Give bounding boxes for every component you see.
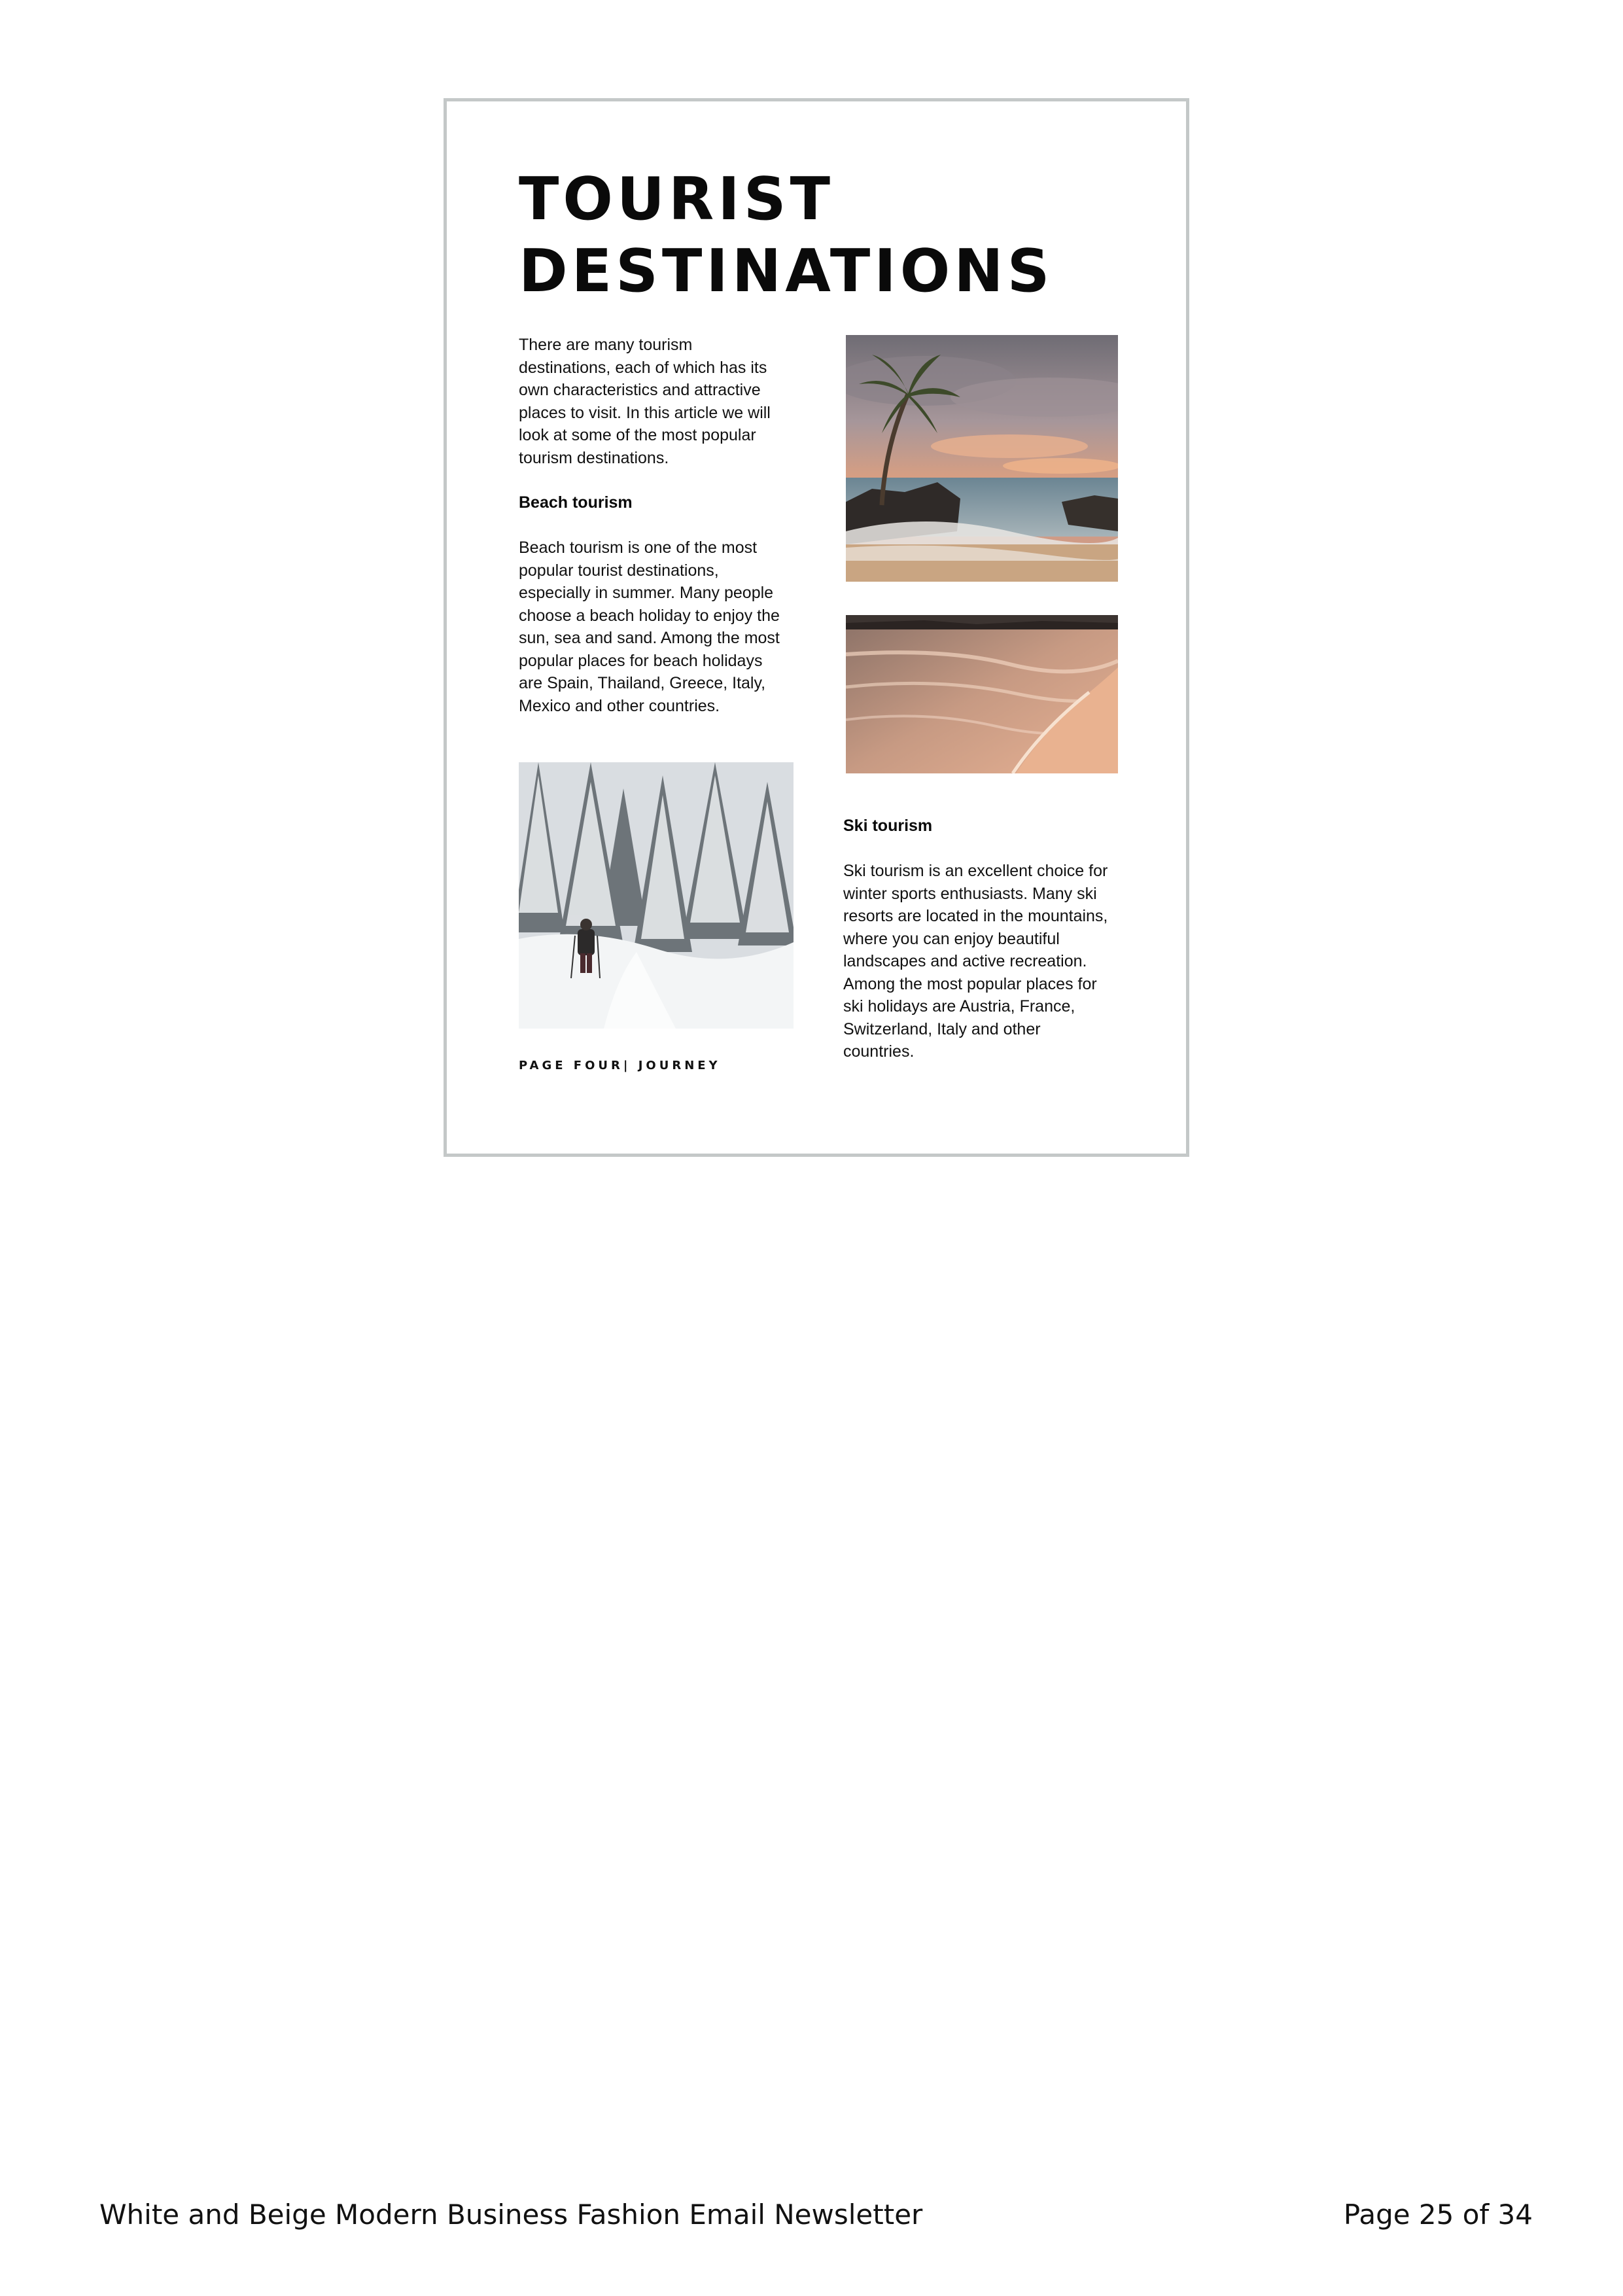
beach-line: popular places for beach holidays — [519, 651, 763, 670]
page-title — [519, 164, 1053, 308]
beach-line: choose a beach holiday to enjoy the — [519, 606, 780, 625]
ski-line: Among the most popular places for — [843, 974, 1097, 993]
sunset-shoreline-photo — [846, 615, 1118, 773]
page-indicator: Page 25 of 34 — [1343, 2199, 1533, 2231]
ski-line: Ski tourism is an excellent choice for — [843, 862, 1108, 880]
ski-line: Switzerland, Italy and other — [843, 1019, 1041, 1038]
intro-line: own characteristics and attractive — [519, 381, 761, 399]
ski-tourism-heading: Ski tourism — [843, 817, 933, 835]
title-line-2: DESTINATIONS — [519, 237, 1054, 306]
intro-line: There are many tourism — [519, 336, 693, 354]
beach-paragraph — [519, 537, 780, 717]
ski-line: ski holidays are Austria, France, — [843, 997, 1075, 1016]
ski-line: where you can enjoy beautiful — [843, 929, 1060, 948]
intro-line: places to visit. In this article we will — [519, 403, 771, 422]
newsletter-page — [444, 98, 1189, 1157]
intro-paragraph — [519, 334, 771, 469]
palm-beach-sunset-photo — [846, 335, 1118, 582]
snowy-forest-hiker-photo — [519, 762, 794, 1029]
title-line-1: TOURIST — [519, 165, 834, 234]
ski-line: resorts are located in the mountains, — [843, 907, 1108, 925]
ski-line: countries. — [843, 1042, 915, 1061]
page-section-label: PAGE FOUR| JOURNEY — [519, 1059, 721, 1072]
ski-line: winter sports enthusiasts. Many ski — [843, 884, 1097, 903]
beach-line: especially in summer. Many people — [519, 584, 774, 602]
beach-line: sun, sea and sand. Among the most — [519, 629, 780, 647]
beach-tourism-heading: Beach tourism — [519, 493, 633, 512]
ski-paragraph — [843, 860, 1108, 1063]
ski-line: landscapes and active recreation. — [843, 952, 1087, 970]
beach-line: are Spain, Thailand, Greece, Italy, — [519, 674, 766, 692]
beach-line: popular tourist destinations, — [519, 561, 719, 580]
document-title: White and Beige Modern Business Fashion Email Newsletter — [99, 2199, 923, 2231]
beach-line: Mexico and other countries. — [519, 696, 720, 715]
intro-line: destinations, each of which has its — [519, 358, 767, 377]
intro-line: tourism destinations. — [519, 448, 669, 467]
intro-line: look at some of the most popular — [519, 426, 756, 444]
beach-line: Beach tourism is one of the most — [519, 539, 758, 557]
